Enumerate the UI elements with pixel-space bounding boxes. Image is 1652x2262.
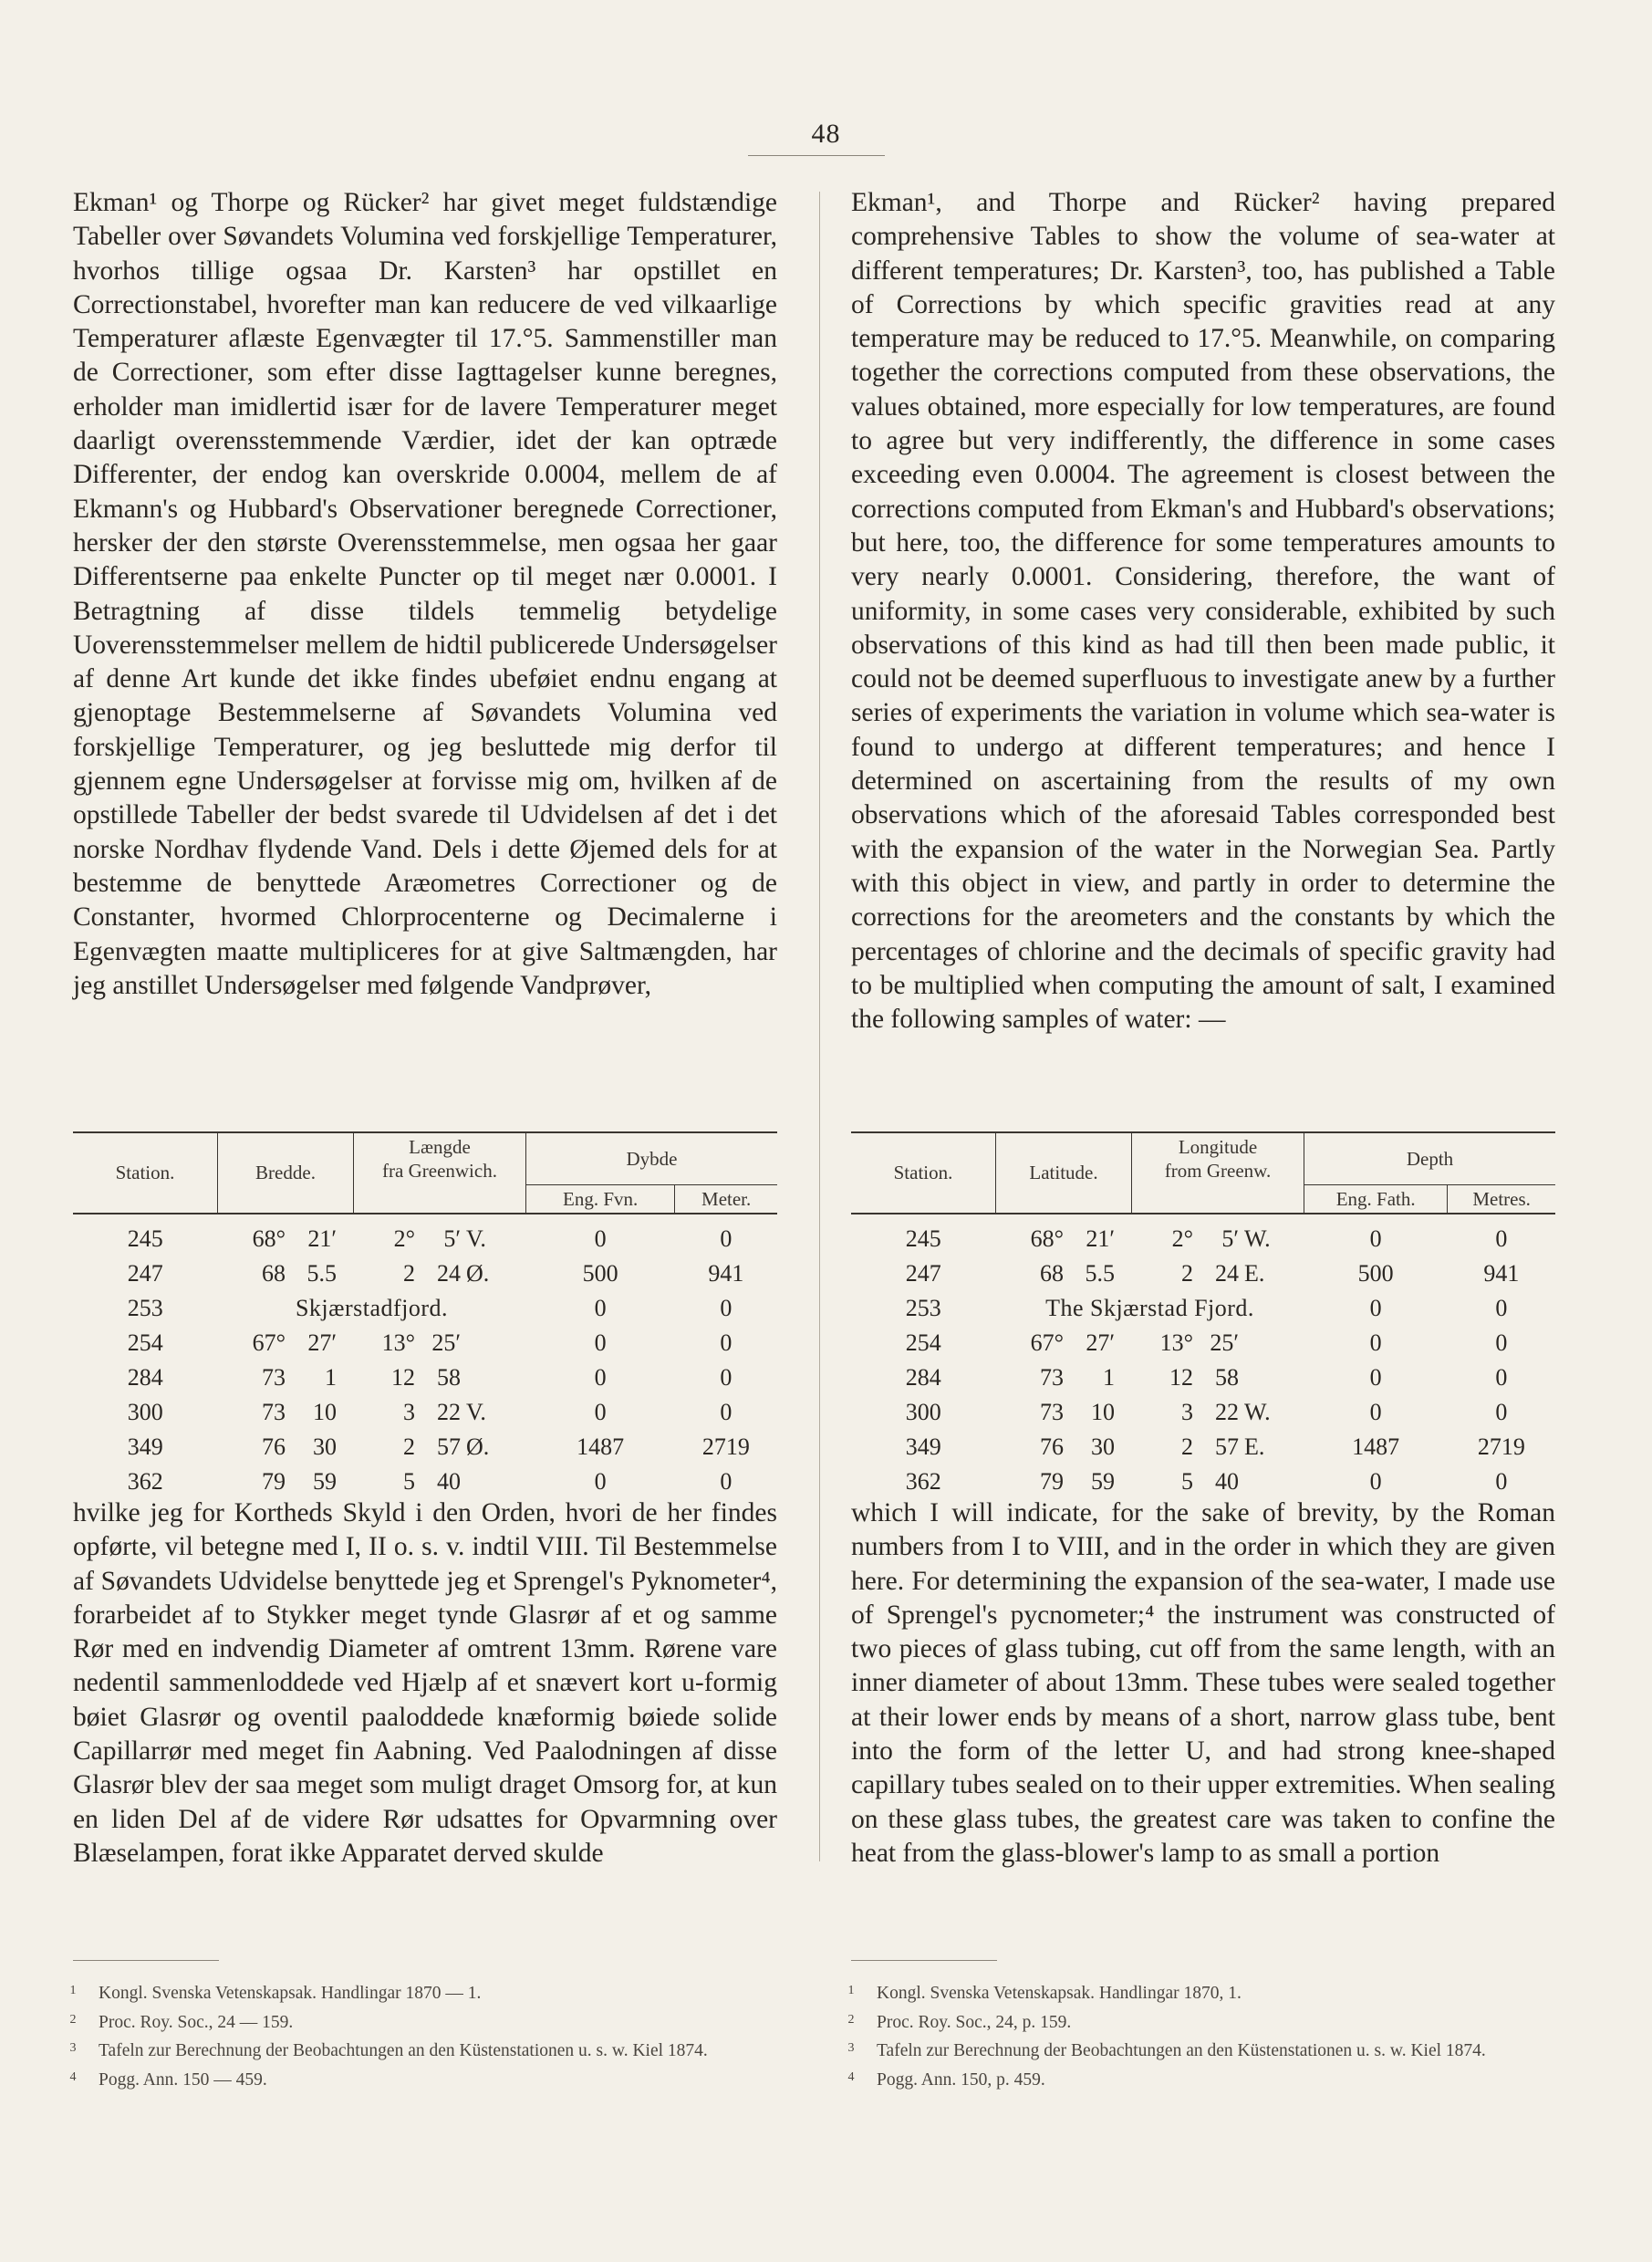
left-paragraph-bottom: hvilke jeg for Kortheds Skyld i den Orden, hvori de her findes opførte, vil betegne med I, II o. s. v. indtil VIII. Til Bestemmelse af Søvandets Udvidelse benyttede jeg et Sprengel's Pyknometer⁴, forarbeidet af to Stykker meget tynde Glasrør af et og samme Rør med en indvendig Diameter af omtrent 13mm. Rørene vare nedentil sammenloddede ved Hjælp af et snævert kort u-formig bøiet Glasrør og oventil paaloddede knæformig bøiede solide Capillarrør med meget fin Aabning. Ved Paalodningen af disse Glasrør blev der saa meget som muligt draget Omsorg for, at kun en liden Del af de videre Rør udsattes for Opvarmning over Blæselampen, forat ikke Apparatet derved skulde xyxy=(73,1498,777,1868)
longitude-degrees: 2 xyxy=(403,1433,415,1460)
table-row xyxy=(851,1465,1555,1499)
longitude-degrees: 5 xyxy=(403,1467,415,1495)
latitude-minutes: 27′ xyxy=(1086,1329,1115,1356)
table-row xyxy=(73,1360,777,1395)
latitude-degrees: 76 xyxy=(262,1433,286,1460)
table-header-longitude xyxy=(1132,1132,1304,1184)
longitude-direction: E. xyxy=(1244,1259,1265,1287)
cell-station: 300 xyxy=(127,1398,163,1425)
latitude-minutes: 21′ xyxy=(1086,1225,1115,1252)
cell-longitude xyxy=(1132,1256,1304,1291)
cell-longitude xyxy=(1132,1360,1304,1395)
cell-station: 284 xyxy=(127,1363,163,1391)
latitude-minutes: 5.5 xyxy=(1085,1259,1115,1287)
cell-longitude xyxy=(354,1326,526,1360)
latitude-minutes: 30 xyxy=(313,1433,337,1460)
longitude-minutes: 5′ xyxy=(1221,1225,1239,1252)
table-row xyxy=(851,1360,1555,1395)
cell-location-name: Skjærstadfjord. xyxy=(295,1294,449,1321)
cell-depth-fathoms: 500 xyxy=(1357,1259,1394,1287)
table-row xyxy=(851,1326,1555,1360)
cell-depth-metres: 2719 xyxy=(1477,1433,1525,1460)
longitude-degrees: 2 xyxy=(1181,1433,1193,1460)
longitude-degrees: 3 xyxy=(403,1398,415,1425)
left-column xyxy=(69,0,777,2262)
cell-longitude xyxy=(1132,1465,1304,1499)
latitude-minutes: 27′ xyxy=(307,1329,337,1356)
cell-depth-metres: 0 xyxy=(1495,1329,1508,1356)
cell-depth-fathoms: 0 xyxy=(594,1363,607,1391)
cell-longitude xyxy=(1132,1430,1304,1465)
cell-latitude xyxy=(218,1395,354,1430)
longitude-minutes: 40 xyxy=(437,1467,461,1495)
table-header-longitude xyxy=(354,1132,526,1184)
right-station-table xyxy=(851,1131,1555,1499)
cell-location-name: The Skjærstad Fjord. xyxy=(1045,1294,1254,1321)
footnote-text: Proc. Roy. Soc., 24 — 159. xyxy=(99,2012,294,2032)
table-header-latitude: Bredde. xyxy=(218,1132,354,1214)
cell-station: 247 xyxy=(905,1259,941,1287)
table-header-longitude-line1: Længde xyxy=(409,1136,471,1158)
latitude-degrees: 79 xyxy=(262,1467,286,1495)
footnote-mark: 3 xyxy=(847,2041,855,2055)
table-header-station: Station. xyxy=(893,1162,953,1184)
table-header-station: Station. xyxy=(115,1162,175,1184)
footnote-mark: 4 xyxy=(847,2069,855,2084)
longitude-direction: W. xyxy=(1244,1398,1271,1425)
cell-depth-fathoms: 1487 xyxy=(1352,1433,1400,1460)
longitude-degrees: 12 xyxy=(1169,1363,1193,1391)
table-row xyxy=(73,1291,777,1326)
latitude-degrees: 73 xyxy=(1040,1363,1064,1391)
latitude-degrees: 68 xyxy=(1040,1259,1064,1287)
left-station-table xyxy=(73,1131,777,1499)
cell-depth-fathoms: 0 xyxy=(594,1467,607,1495)
latitude-minutes: 10 xyxy=(1091,1398,1115,1425)
cell-latitude xyxy=(996,1430,1132,1465)
footnote xyxy=(69,2007,777,2037)
cell-depth-metres: 0 xyxy=(1495,1225,1508,1252)
latitude-minutes: 10 xyxy=(313,1398,337,1425)
longitude-minutes: 22 xyxy=(1215,1398,1239,1425)
cell-latitude xyxy=(218,1256,354,1291)
table-row xyxy=(851,1214,1555,1256)
cell-station: 349 xyxy=(127,1433,163,1460)
latitude-minutes: 59 xyxy=(1091,1467,1115,1495)
cell-station: 247 xyxy=(127,1259,163,1287)
table-header-depth-fathoms: Eng. Fvn. xyxy=(526,1184,675,1214)
latitude-degrees: 79 xyxy=(1040,1467,1064,1495)
cell-depth-metres: 0 xyxy=(1495,1363,1508,1391)
table-row xyxy=(73,1430,777,1465)
latitude-degrees: 73 xyxy=(262,1398,286,1425)
longitude-minutes: 5′ xyxy=(443,1225,461,1252)
right-paragraph-bottom: which I will indicate, for the sake of brevity, by the Roman numbers from I to VIII, and in the order in which they are given here. For determining the expansion of the sea-water, I made use of Sprengel's pycnometer;⁴ the instrument was constructed of two pieces of glass tubing, cut off from the same length, with an inner diameter of about 13mm. These tubes were sealed together at their lower ends by means of a short, narrow glass tube, bent into the form of the letter U, and had strong knee-shaped capillary tubes sealed on to their upper extremities. When sealing on these glass tubes, the greatest care was taken to confine the heat from the glass-blower's lamp to as small a portion xyxy=(851,1498,1555,1868)
footnote-text: Proc. Roy. Soc., 24, p. 159. xyxy=(877,2012,1072,2032)
cell-longitude xyxy=(1132,1395,1304,1430)
right-table-body xyxy=(851,1214,1555,1499)
cell-depth-fathoms: 0 xyxy=(1369,1294,1382,1321)
right-footnotes xyxy=(847,1978,1555,2093)
longitude-minutes: 25′ xyxy=(431,1329,461,1356)
cell-station: 245 xyxy=(127,1225,163,1252)
table-row xyxy=(851,1395,1555,1430)
longitude-minutes: 57 xyxy=(1215,1433,1239,1460)
table-header-depth-metres: Meter. xyxy=(675,1184,777,1214)
longitude-degrees: 2 xyxy=(403,1259,415,1287)
longitude-direction: Ø. xyxy=(466,1433,490,1460)
longitude-minutes: 58 xyxy=(437,1363,461,1391)
cell-station: 254 xyxy=(905,1329,941,1356)
longitude-degrees: 2° xyxy=(1171,1225,1193,1252)
table-header-longitude-spacer xyxy=(354,1184,526,1214)
cell-depth-metres: 2719 xyxy=(701,1433,750,1460)
cell-latitude xyxy=(996,1214,1132,1256)
cell-latitude xyxy=(996,1326,1132,1360)
left-footnotes xyxy=(69,1978,777,2093)
footnote-text: Kongl. Svenska Vetenskapsak. Handlingar 1870 — 1. xyxy=(99,1984,482,2003)
cell-station: 253 xyxy=(905,1294,941,1321)
page-number: 48 xyxy=(811,119,841,149)
latitude-degrees: 68 xyxy=(262,1259,286,1287)
left-table-body xyxy=(73,1214,777,1499)
cell-station: 349 xyxy=(905,1433,941,1460)
longitude-degrees: 12 xyxy=(391,1363,415,1391)
table-row xyxy=(73,1465,777,1499)
longitude-direction: V. xyxy=(466,1225,486,1252)
footnote xyxy=(847,1978,1555,2007)
table-row xyxy=(73,1395,777,1430)
longitude-minutes: 25′ xyxy=(1210,1329,1239,1356)
latitude-minutes: 30 xyxy=(1091,1433,1115,1460)
table-header-longitude-spacer xyxy=(1132,1184,1304,1214)
footnote-mark: 2 xyxy=(69,2012,77,2027)
longitude-minutes: 40 xyxy=(1215,1467,1239,1495)
cell-depth-metres: 941 xyxy=(708,1259,744,1287)
latitude-degrees: 73 xyxy=(262,1363,286,1391)
table-row xyxy=(851,1256,1555,1291)
cell-longitude xyxy=(354,1465,526,1499)
latitude-minutes: 5.5 xyxy=(307,1259,337,1287)
longitude-direction: E. xyxy=(1244,1433,1265,1460)
cell-depth-fathoms: 0 xyxy=(594,1294,607,1321)
table-header-depth: Depth xyxy=(1304,1132,1556,1184)
footnote xyxy=(847,2007,1555,2037)
latitude-minutes: 1 xyxy=(1103,1363,1115,1391)
longitude-minutes: 24 xyxy=(437,1259,461,1287)
cell-depth-fathoms: 0 xyxy=(1369,1398,1382,1425)
cell-latitude xyxy=(996,1360,1132,1395)
longitude-direction: V. xyxy=(466,1398,486,1425)
footnote xyxy=(69,2036,777,2065)
cell-station: 253 xyxy=(127,1294,163,1321)
right-column xyxy=(847,0,1555,2262)
longitude-degrees: 2 xyxy=(1181,1259,1193,1287)
longitude-degrees: 2° xyxy=(393,1225,415,1252)
latitude-degrees: 67° xyxy=(1030,1329,1064,1356)
latitude-degrees: 73 xyxy=(1040,1398,1064,1425)
latitude-minutes: 1 xyxy=(325,1363,337,1391)
cell-station: 284 xyxy=(905,1363,941,1391)
table-row xyxy=(73,1256,777,1291)
cell-latitude xyxy=(218,1465,354,1499)
cell-latitude xyxy=(996,1465,1132,1499)
cell-latitude xyxy=(218,1360,354,1395)
cell-depth-metres: 0 xyxy=(720,1225,732,1252)
latitude-degrees: 76 xyxy=(1040,1433,1064,1460)
cell-depth-metres: 0 xyxy=(720,1329,732,1356)
footnote-mark: 1 xyxy=(69,1984,77,1997)
latitude-degrees: 68° xyxy=(252,1225,286,1252)
table-header-longitude-line2: from Greenw. xyxy=(1164,1160,1272,1182)
footnote-text: Pogg. Ann. 150 — 459. xyxy=(99,2069,267,2090)
longitude-direction: Ø. xyxy=(466,1259,490,1287)
table-header-depth-metres: Metres. xyxy=(1448,1184,1555,1214)
table-row xyxy=(851,1291,1555,1326)
cell-longitude xyxy=(354,1430,526,1465)
left-footnote-rule xyxy=(73,1960,219,1961)
left-paragraph-top: Ekman¹ og Thorpe og Rücker² har givet meget fuldstændige Tabeller over Søvandets Volumina ved forskjellige Temperaturer, hvorhos tillige ogsaa Dr. Karsten³ har opstillet en Correctionstabel, hvorefter man kan reducere de ved vilkaarlige Temperaturer aflæste Egenvægter til 17.°5. Sammenstiller man de Correctioner, som efter disse Iagttagelser kunne beregnes, erholder man imidlertid især for de lavere Temperaturer meget daarligt overensstemmende Værdier, idet der kan optræde Differenter, der endog kan overskride 0.0004, mellem de af Ekmann's og Hubbard's Observationer beregnede Correctioner, hersker der den største Overensstemmelse, men ogsaa her gaar Differentserne paa enkelte Puncter op til meget nær 0.0001. I Betragtning af disse tildels temmelig betydelige Uoverensstemmelser mellem de hidtil publicerede Undersøgelser af denne Art kunde det ikke findes ubeføiet endnu engang at gjenoptage Bestemmelserne af Søvandets Volumina ved forskjellige Temperaturer, og jeg besluttede mig derfor til gjennem egne Undersøgelser at forvisse mig om, hvilken af de opstillede Tabeller der bedst svarede til Udvidelsen af det i det norske Nordhav flydende Vand. Dels i dette Øjemed dels for at bestemme de benyttede Aræometres Correctioner og de Constanter, hvormed Chlorprocenterne og Decimalerne i Egenvægten maatte multipliceres for at give Saltmængden, har jeg anstillet Undersøgelser med følgende Vandprøver, xyxy=(73,188,777,1000)
longitude-degrees: 5 xyxy=(1181,1467,1193,1495)
right-paragraph-top: Ekman¹, and Thorpe and Rücker² having prepared comprehensive Tables to show the volume of sea-water at different temperatures; Dr. Karsten³, too, has published a Table of Corrections by which specific gravities read at any temperature may be reduced to 17.°5. Meanwhile, on comparing together the corrections computed from these observations, the values obtained, more especially for low temperatures, are found to agree but very indifferently, the difference in some cases exceeding even 0.0004. The agreement is closest between the corrections computed from Ekman's and Hubbard's observations; but here, too, the difference for some temperatures amounts to very nearly 0.0001. Considering, therefore, the want of uniformity, in some cases very considerable, exhibited by such observations of this kind as had till then been made public, it could not be deemed superfluous to investigate anew by a further series of experiments the variation in volume which sea-water is found to undergo at different temperatures; and hence I determined on ascertaining from the results of my own observations which of the aforesaid Tables corresponded best with the expansion of the water in the Norwegian Sea. Partly with this object in view, and partly in order to determine the corrections for the areometers and the constants by which the percentages of chlorine and the decimals of specific gravity had to be multiplied when computing the amount of salt, I examined the following samples of water: — xyxy=(851,188,1555,1035)
table-row xyxy=(73,1214,777,1256)
cell-depth-fathoms: 0 xyxy=(594,1398,607,1425)
cell-depth-fathoms: 0 xyxy=(1369,1363,1382,1391)
cell-longitude xyxy=(354,1256,526,1291)
cell-depth-metres: 0 xyxy=(720,1294,732,1321)
longitude-minutes: 57 xyxy=(437,1433,461,1460)
footnote xyxy=(847,2065,1555,2094)
table-header-latitude: Latitude. xyxy=(996,1132,1132,1214)
cell-depth-fathoms: 0 xyxy=(594,1329,607,1356)
footnote xyxy=(69,1978,777,2007)
table-header-depth-fathoms: Eng. Fath. xyxy=(1304,1184,1448,1214)
longitude-degrees: 13° xyxy=(381,1329,415,1356)
longitude-degrees: 13° xyxy=(1159,1329,1193,1356)
table-header-longitude-line1: Longitude xyxy=(1178,1136,1258,1158)
footnote-mark: 2 xyxy=(847,2012,855,2027)
cell-longitude xyxy=(1132,1214,1304,1256)
latitude-degrees: 67° xyxy=(252,1329,286,1356)
cell-latitude xyxy=(218,1430,354,1465)
cell-station: 254 xyxy=(127,1329,163,1356)
table-header-depth: Dybde xyxy=(526,1132,778,1184)
cell-depth-metres: 0 xyxy=(720,1363,732,1391)
column-divider xyxy=(819,192,820,1861)
cell-depth-metres: 0 xyxy=(720,1398,732,1425)
longitude-direction: W. xyxy=(1244,1225,1271,1252)
latitude-minutes: 21′ xyxy=(307,1225,337,1252)
cell-depth-fathoms: 500 xyxy=(582,1259,618,1287)
right-footnote-rule xyxy=(851,1960,997,1961)
cell-longitude xyxy=(354,1395,526,1430)
cell-latitude xyxy=(996,1256,1132,1291)
footnote-text: Kongl. Svenska Vetenskapsak. Handlingar 1870, 1. xyxy=(877,1984,1242,2003)
cell-depth-metres: 0 xyxy=(1495,1398,1508,1425)
cell-depth-metres: 0 xyxy=(1495,1294,1508,1321)
footnote-mark: 4 xyxy=(69,2069,77,2084)
cell-depth-fathoms: 0 xyxy=(1369,1467,1382,1495)
table-row xyxy=(851,1430,1555,1465)
cell-station: 362 xyxy=(905,1467,941,1495)
cell-depth-fathoms: 0 xyxy=(594,1225,607,1252)
cell-longitude xyxy=(1132,1326,1304,1360)
cell-depth-metres: 941 xyxy=(1483,1259,1520,1287)
footnote-mark: 3 xyxy=(69,2041,77,2055)
footnote-text: Pogg. Ann. 150, p. 459. xyxy=(877,2069,1045,2090)
cell-longitude xyxy=(354,1214,526,1256)
latitude-minutes: 59 xyxy=(313,1467,337,1495)
cell-longitude xyxy=(354,1360,526,1395)
cell-station: 362 xyxy=(127,1467,163,1495)
cell-latitude xyxy=(218,1326,354,1360)
longitude-minutes: 24 xyxy=(1215,1259,1239,1287)
cell-latitude xyxy=(218,1214,354,1256)
latitude-degrees: 68° xyxy=(1030,1225,1064,1252)
cell-depth-fathoms: 0 xyxy=(1369,1225,1382,1252)
longitude-minutes: 58 xyxy=(1215,1363,1239,1391)
cell-depth-fathoms: 0 xyxy=(1369,1329,1382,1356)
footnote-text: Tafeln zur Berechnung der Beobachtungen an den Küstenstationen u. s. w. Kiel 1874. xyxy=(877,2041,1486,2060)
cell-station: 300 xyxy=(905,1398,941,1425)
footnote xyxy=(847,2036,1555,2065)
cell-depth-fathoms: 1487 xyxy=(577,1433,625,1460)
table-header-longitude-line2: fra Greenwich. xyxy=(382,1160,497,1182)
cell-depth-metres: 0 xyxy=(720,1467,732,1495)
table-row xyxy=(73,1326,777,1360)
cell-depth-metres: 0 xyxy=(1495,1467,1508,1495)
footnote xyxy=(69,2065,777,2094)
longitude-minutes: 22 xyxy=(437,1398,461,1425)
cell-latitude xyxy=(996,1395,1132,1430)
footnote-text: Tafeln zur Berechnung der Beobachtungen an den Küstenstationen u. s. w. Kiel 1874. xyxy=(99,2041,708,2060)
cell-station: 245 xyxy=(905,1225,941,1252)
longitude-degrees: 3 xyxy=(1181,1398,1193,1425)
footnote-mark: 1 xyxy=(847,1984,855,1997)
